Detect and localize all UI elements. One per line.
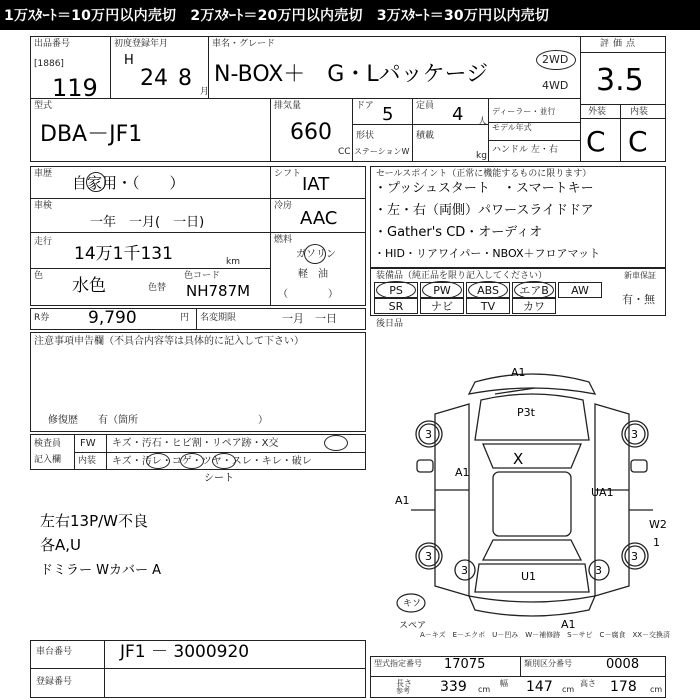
car-diagram [395,360,670,630]
expiry-value: 一月 一日 [282,312,337,325]
equip-pw: PW [420,282,464,298]
grade-label: 評価点 [600,39,640,49]
equip-circle-pw [422,281,462,299]
fuel-label: 燃料 [274,235,293,245]
load-label: 積載 [416,131,435,141]
equip-airbag: エアB [512,282,556,298]
handle-label: ハンドル 左・右 [492,145,558,155]
mark-c3: 3 [425,550,432,563]
mark-rear-u1: U1 [521,570,537,583]
car-right-mirror [631,460,647,472]
model-num-label: 型式指定番号 [374,659,422,668]
equip-navi: ナビ [420,298,464,314]
expiry-label: 名変期限 [200,313,237,323]
int-grade: C [628,125,648,158]
mark-ps: P3t [517,406,535,419]
reg-year: 24 [140,66,168,91]
equip-sr: SR [374,298,418,314]
width-unit: cm [562,685,575,694]
car-roof [493,472,571,536]
history-label: 車歴 [34,169,53,179]
mark-c5: 3 [461,564,468,577]
sales-line-4: ・HID・リアワイパー・NBOX＋フロアマット [374,247,601,260]
lot-number: 119 [52,74,98,102]
car-front-bumper [469,374,595,394]
int-check-items: キズ・汚レ・コゲ・ツヤ・スレ・キレ・破レ [112,456,312,467]
ac-value: AAC [300,208,338,229]
inspection-label: 車検 [34,201,53,211]
width-label: 幅 [500,679,508,688]
int-label: 内装 [630,107,649,117]
equip-circle-airbag [514,281,554,299]
len-value: 339 [440,679,467,695]
len-unit: cm [478,685,491,694]
drive-4wd: 4WD [542,79,569,92]
sales-line-1: ・プッシュスタート ・スマートキー [374,181,594,196]
mark-c1: 3 [425,428,432,441]
lot-code: [1886] [34,59,64,69]
reg-month-unit: 月 [200,87,210,97]
repair-history: 修復歴 有（箇所 ） [48,415,268,426]
mark-w2: W2 [649,518,667,531]
circle-dirt [146,453,170,469]
sales-line-3: ・Gather's CD・オーディオ [374,225,543,240]
reg-month: 8 [178,66,192,91]
equip-aw: AW [558,282,602,298]
circle-burn [180,453,204,469]
reg-era: H [124,53,134,68]
seats-label: 定員 [416,101,435,111]
entry-label: 記入欄 [34,455,62,465]
ext-label: 外装 [588,107,607,117]
shape-value: ステーションW [354,147,410,156]
equip-abs: ABS [466,282,510,298]
sales-title: セールスポイント（正常に機能するものに限ります） [376,169,592,179]
recycle-unit: 円 [180,313,190,323]
newcar-value: 有・無 [622,293,655,306]
spare-label: スペア [399,621,427,630]
type-label: 型式 [34,101,53,111]
key-mark: キソ [403,599,422,609]
shift-value: IAT [302,174,330,195]
reg-num-label: 登録番号 [36,677,73,687]
reg-label: 初度登録年月 [114,39,169,49]
sales-line-2: ・左・右（両側）パワースライドドア [374,203,594,218]
memo-line-3: ドミラー Wカバー A [40,563,162,578]
class-num-value: 0008 [606,657,640,672]
cc-label: 排気量 [274,101,302,111]
int-check-label: 内装 [78,456,97,466]
car-name: N-BOX＋ G・Lパッケージ [214,62,489,87]
header-banner: 1万ｽﾀｰﾄ＝10万円以内売切 2万ｽﾀｰﾄ＝20万円以内売切 3万ｽﾀｰﾄ＝30万円以内売切 [0,0,700,30]
mark-c4: 3 [631,550,638,563]
color-value: 水色 [72,276,106,296]
car-rear-glass [483,540,581,560]
car-windshield [483,444,581,468]
newcar-label: 新車保証 [624,271,656,280]
colorcode-value: NH787M [186,282,251,300]
mark-r1: 1 [653,536,660,549]
tone-label: 色替 [148,283,167,293]
notes-title: 注意事項申告欄（不具合内容等は具体的に記入して下さい） [34,336,304,347]
height-value: 178 [610,679,637,695]
doors: 5 [382,104,394,125]
height-unit: cm [650,685,663,694]
mark-left-a1: A1 [455,466,470,479]
mark-right: UA1 [591,486,614,499]
name-label: 車名・グレード [212,39,276,49]
mileage-unit: km [226,257,240,267]
seats-unit: 人 [478,117,488,127]
recycle-label: R券 [34,313,50,323]
seat-note: シート [204,473,234,484]
fuel-diesel: 軽 油 [298,269,328,280]
mark-rear-a1: A1 [561,618,576,630]
fuel-paren: （ ） [278,289,338,300]
len-label: 長さ [396,679,412,688]
dealer-label: ディーラー・並行 [492,107,556,116]
inspection-value: 一年 一月( 一日) [90,215,205,230]
memo-line-2: 各A,U [40,536,82,554]
width-value: 147 [526,679,553,695]
frame-value: JF1 － 3000920 [120,642,250,662]
class-num-label: 類別区分番号 [524,659,572,668]
damage-legend: A－キズ E－エクボ U－凹み W－補修跡 S－サビ C－腐食 XX－交換済 [420,631,671,639]
equip-circle-abs [468,281,508,299]
height-label: 高さ [580,679,596,688]
recycle-value: 9,790 [88,308,137,328]
equip-ps: PS [374,282,418,298]
door-label: ドア [356,101,374,111]
mileage-label: 走行 [34,237,53,247]
equip-tv: TV [466,298,510,314]
model-code: DBA－JF1 [40,122,143,147]
frame-label: 車台番号 [36,647,73,657]
mark-x: X [513,450,524,468]
equip-circle-ps [376,281,416,299]
mileage-value: 14万1千131 [74,244,173,264]
ac-label: 冷房 [274,201,293,211]
shape-label: 形状 [356,131,375,141]
model-num-value: 17075 [444,657,486,672]
seats: 4 [452,104,464,125]
circle-gloss [212,453,236,469]
colorcode-label: 色コード [184,271,221,281]
fuel-gas: ガソリン [296,249,336,260]
memo-line-1: 左右13P/W不良 [40,512,149,530]
drive-2wd: 2WD [542,53,569,66]
cc-value: 660 [290,120,332,145]
fw-items: キズ・汚石・ヒビ割・リペア跡・X交 [112,438,279,449]
back-label: 後日品 [376,319,404,329]
fw-label: FW [80,438,96,449]
lot-label: 出品番号 [34,39,71,49]
equipment-title: 装備品（純正品を限り記入してください） [376,271,548,281]
ext-grade: C [586,125,606,158]
grade-value: 3.5 [596,63,644,98]
circle-xchange [324,435,348,451]
equip-leather: カワ [512,298,556,314]
mark-left-outer: A1 [395,494,410,507]
car-rear-bumper [469,596,595,616]
load-unit: kg [476,151,487,161]
ref-label: 参考 [396,687,410,695]
cc-unit: CC [338,147,351,157]
color-label: 色 [34,271,44,281]
mark-top: A1 [511,366,526,379]
inspector-label: 検査員 [34,439,62,449]
mark-c6: 3 [595,564,602,577]
car-left-mirror [417,460,433,472]
mark-c2: 3 [631,428,638,441]
shift-label: シフト [274,169,302,179]
history-value: 自家用・（ ） [72,174,185,192]
model-year-label: モデル年式 [492,123,532,132]
